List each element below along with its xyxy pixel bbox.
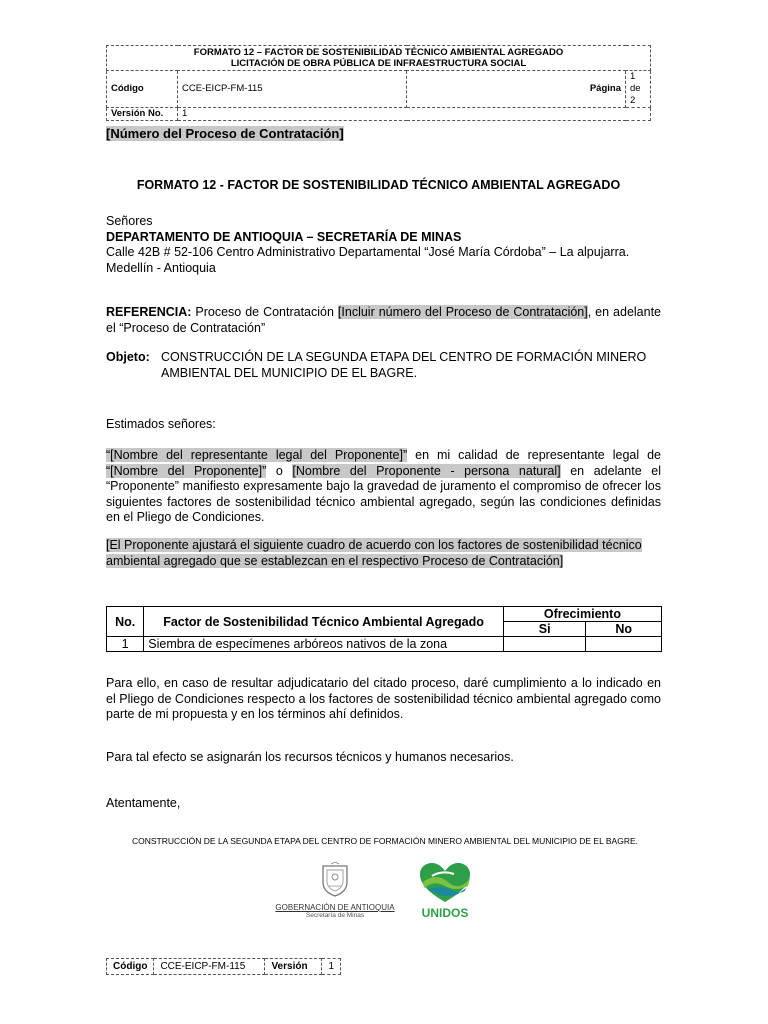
header-pagina-label: Página xyxy=(407,71,626,108)
reference-text-before: Proceso de Contratación xyxy=(191,305,338,319)
unidos-logo xyxy=(415,862,475,920)
table-row xyxy=(107,637,662,652)
header-table xyxy=(106,45,651,121)
row-si-cell[interactable] xyxy=(503,637,586,652)
col-no-header: No. xyxy=(107,607,144,637)
greeting: Estimados señores: xyxy=(106,417,216,431)
representative-placeholder: “[Nombre del representante legal del Proponente]” xyxy=(106,448,408,462)
heart-icon xyxy=(418,862,472,904)
row-no: 1 xyxy=(107,637,144,652)
col-no-option-header: No xyxy=(586,622,662,637)
reference-text-after: , en adelante el “Proceso de Contratación” xyxy=(106,305,661,335)
col-offer-header: Ofrecimiento xyxy=(503,607,661,622)
addressee-entity: DEPARTAMENTO DE ANTIOQUIA – SECRETARÍA DE MINAS xyxy=(106,229,462,244)
paragraph1-text3: en adelante el “Proponente” manifiesto expresamente bajo la gravedad de juramento el compromiso de ofrecer los siguientes factores de sostenibilidad técnico ambiental agregado, según las condiciones definidas en el Pliego de Condiciones. xyxy=(106,463,661,524)
logos xyxy=(270,858,500,928)
process-number-text: [Número del Proceso de Contratación] xyxy=(106,126,344,141)
offer-table xyxy=(106,606,662,652)
header-title-line1: FORMATO 12 – FACTOR DE SOSTENIBILIDAD TÉCNICO AMBIENTAL AGREGADO xyxy=(193,47,564,58)
row-no-option-cell[interactable] xyxy=(586,637,662,652)
footer-codigo-value: CCE-EICP-FM-115 xyxy=(154,959,265,975)
header-version-value: 1 xyxy=(178,108,651,121)
addressee-city: Medellín - Antioquia xyxy=(106,260,216,275)
row-factor: Siembra de especímenes arbóreos nativos de la zona xyxy=(144,637,504,652)
header-codigo-label: Código xyxy=(107,71,178,108)
header-title-line2: LICITACIÓN DE OBRA PÚBLICA DE INFRAESTRUCTURA SOCIAL xyxy=(230,58,527,69)
addressee-salutation: Señores xyxy=(106,214,153,228)
footer-version-value: 1 xyxy=(322,959,341,975)
header-codigo-value: CCE-EICP-FM-115 xyxy=(178,71,407,108)
reference-label: REFERENCIA: xyxy=(106,305,192,319)
process-number xyxy=(106,126,344,141)
footer-version-label: Versión xyxy=(265,959,322,975)
unidos-text: UNIDOS xyxy=(421,906,469,920)
header-version-label: Versión No. xyxy=(107,108,178,121)
object-label: Objeto: xyxy=(106,350,150,364)
col-factor-header: Factor de Sostenibilidad Técnico Ambiental Agregado xyxy=(144,607,504,637)
header-title xyxy=(107,46,651,71)
natural-person-placeholder: [Nombre del Proponente - persona natural] xyxy=(292,463,561,478)
main-title: FORMATO 12 - FACTOR DE SOSTENIBILIDAD TÉCNICO AMBIENTAL AGREGADO xyxy=(136,178,621,192)
paragraph1-text1: en mi calidad de representante legal de xyxy=(407,448,662,462)
footer-codigo-label: Código xyxy=(107,959,154,975)
closing: Atentamente, xyxy=(106,796,181,810)
header-pagina-value: 1 de 2 xyxy=(626,71,651,108)
addressee xyxy=(106,214,661,276)
resources-paragraph: Para tal efecto se asignarán los recursos técnicos y humanos necesarios. xyxy=(106,750,514,764)
footer-project-name: CONSTRUCCIÓN DE LA SEGUNDA ETAPA DEL CENTRO DE FORMACIÓN MINERO AMBIENTAL DEL MUNICIPIO DE EL BAGRE. xyxy=(132,836,638,846)
coat-of-arms-icon xyxy=(319,862,351,898)
instruction-paragraph xyxy=(106,538,661,569)
gobernacion-logo xyxy=(270,862,400,920)
reference-highlight: [Incluir número del Proceso de Contratación] xyxy=(337,305,588,319)
compliance-paragraph: Para ello, en caso de resultar adjudicatario del citado proceso, daré cumplimiento a lo indicado en el Pliego de Condiciones respecto a los factores de sostenibilidad técnico ambiental agregado como parte de mi propuesta y en los términos ahí definidos. xyxy=(106,676,661,721)
commitment-paragraph xyxy=(106,448,661,526)
object xyxy=(106,350,662,381)
gobernacion-subtitle: Secretaría de Minas xyxy=(305,912,365,919)
proponent-placeholder: “[Nombre del Proponente]” xyxy=(106,463,267,478)
instruction-text: [El Proponente ajustará el siguiente cuadro de acuerdo con los factores de sostenibilidad técnico ambiental agregado que se establezcan en el respectivo Proceso de Contratación] xyxy=(106,538,642,568)
object-text: CONSTRUCCIÓN DE LA SEGUNDA ETAPA DEL CENTRO DE FORMACIÓN MINERO AMBIENTAL DEL MUNICIPIO DE EL BAGRE. xyxy=(161,350,647,380)
reference xyxy=(106,305,661,336)
addressee-address: Calle 42B # 52-106 Centro Administrativo Departamental “José María Córdoba” – La alpujarra. xyxy=(106,245,630,259)
paragraph1-text2: o xyxy=(266,463,293,478)
gobernacion-name: GOBERNACIÓN DE ANTIOQUIA xyxy=(275,903,395,912)
col-si-header: Si xyxy=(503,622,586,637)
footer-table xyxy=(106,958,341,975)
